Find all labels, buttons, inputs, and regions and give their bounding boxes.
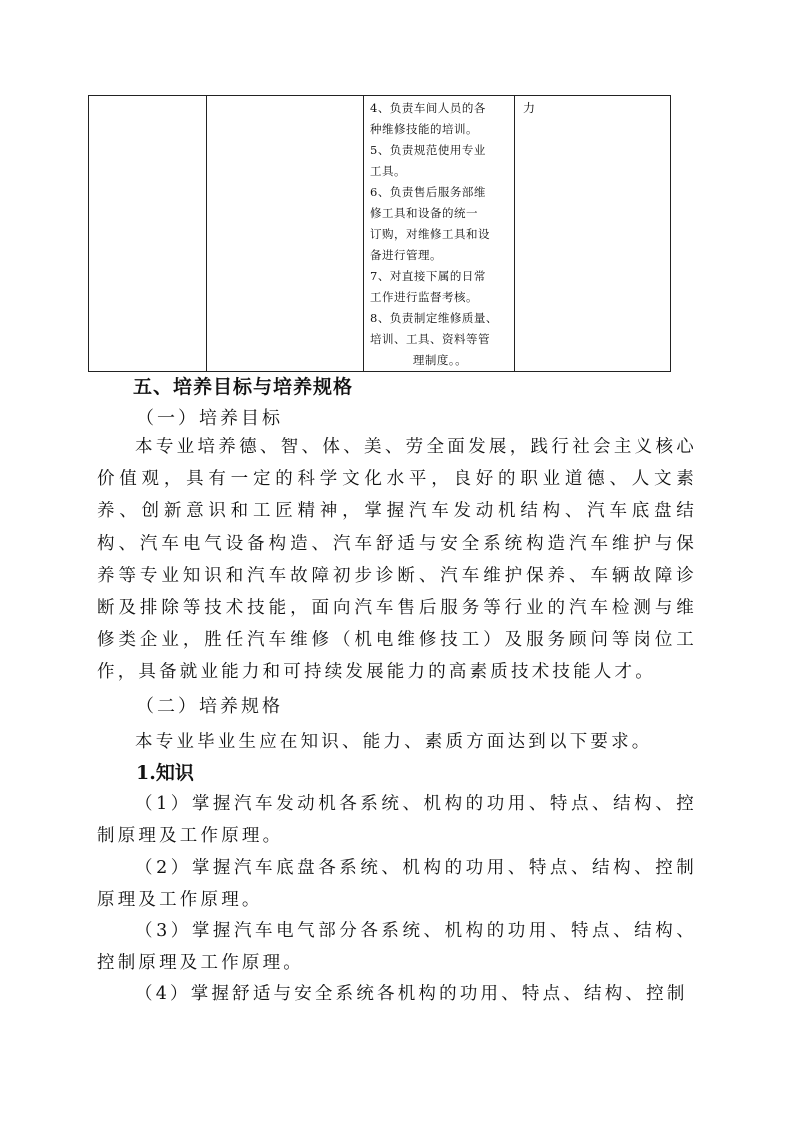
knowledge-item-3: （3）掌握汽车电气部分各系统、机构的功用、特点、结构、控制原理及工作原理。	[97, 921, 697, 974]
duty-line: 4、负责车间人员的各	[370, 101, 486, 115]
duty-line: 理制度。。	[412, 353, 468, 367]
duty-line: 培训、工具、资料等管	[370, 332, 490, 346]
duty-line: 修工具和设备的统一	[370, 206, 478, 220]
duty-line: 订购，对维修工具和设	[370, 227, 490, 241]
knowledge-item-1: （1）掌握汽车发动机各系统、机构的功用、特点、结构、控制原理及工作原理。	[97, 794, 697, 847]
duties-table	[88, 95, 671, 372]
duty-line: 7、对直接下属的日常	[370, 269, 486, 283]
spec-paragraph: 本专业毕业生应在知识、能力、素质方面达到以下要求。	[135, 732, 653, 752]
duty-line: 工具。	[370, 164, 406, 178]
duty-line: 5、负责规范使用专业	[370, 143, 486, 157]
table-cell-2	[207, 96, 364, 372]
duty-line: 备进行管理。	[370, 248, 442, 262]
duty-line: 8、负责制定维修质量、	[370, 311, 498, 325]
table-cell-duties	[364, 96, 515, 372]
knowledge-item-4: （4）掌握舒适与安全系统各机构的功用、特点、结构、控制	[135, 984, 688, 1004]
duty-line: 种维修技能的培训。	[370, 122, 478, 136]
knowledge-title: 1.知识	[136, 762, 194, 784]
subsection-title-spec: （二）培养规格	[136, 696, 283, 717]
duty-line: 6、负责售后服务部维	[370, 185, 486, 199]
duty-line: 工作进行监督考核。	[370, 290, 478, 304]
knowledge-item-2: （2）掌握汽车底盘各系统、机构的功用、特点、结构、控制原理及工作原理。	[97, 858, 697, 911]
table-cell-last: 力	[515, 96, 671, 372]
goal-paragraph: 本专业培养德、智、体、美、劳全面发展，践行社会主义核心价值观，具有一定的科学文化水平，良好的职业道德、人文素养、创新意识和工匠精神，掌握汽车发动机结构、汽车底盘结构、汽车电气设备构造、汽车舒适与安全系统构造汽车维护与保养等专业知识和汽车故障初步诊断、汽车维护保养、车辆故障诊断及排除等技术技能，面向汽车售后服务等行业的汽车检测与维修类企业，胜任汽车维修（机电维修技工）及服务顾问等岗位工作，具备就业能力和可持续发展能力的高素质技术技能人才。	[97, 437, 697, 683]
table-cell-1	[89, 96, 207, 372]
subsection-title-goal: （一）培养目标	[136, 408, 283, 429]
section-title: 五、培养目标与培养规格	[133, 376, 354, 398]
